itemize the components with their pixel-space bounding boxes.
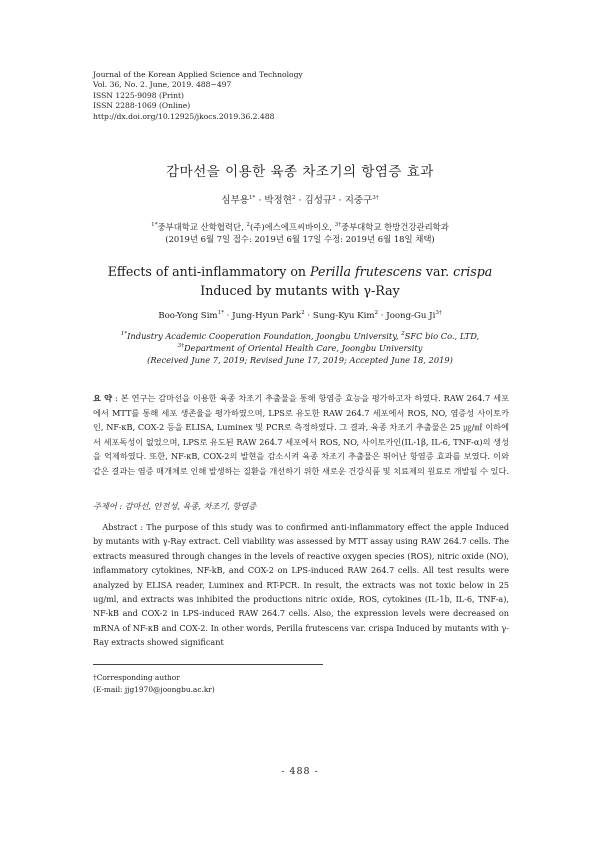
author-superscript: 2	[291, 194, 296, 201]
author-name: Boo-Yong Sim	[158, 311, 218, 321]
korean-authors	[0, 192, 600, 206]
journal-name: Journal of the Korean Applied Science and Technology	[93, 70, 303, 79]
english-abstract	[93, 520, 509, 650]
english-title	[0, 262, 600, 300]
author-separator: ·	[304, 311, 313, 321]
author-superscript: 1*	[248, 194, 256, 201]
journal-volume: Vol. 36, No. 2. June, 2019. 488~497	[93, 80, 232, 90]
affiliation-text: 중부대학교 한방건강관리학과	[341, 222, 449, 232]
korean-keywords: 주제어 : 감마선, 안전성, 육종, 차조기, 항염증	[93, 501, 257, 511]
korean-title: 감마선을 이용한 육종 차조기의 항염증 효과	[166, 164, 434, 180]
affiliation-text: 중부대학교 산학협력단,	[157, 222, 247, 232]
footnote-divider	[93, 664, 323, 665]
affiliation-text: SFC bio Co., LTD,	[404, 331, 480, 341]
korean-abstract-label: 요 약	[93, 393, 113, 403]
author-name: Jung-Hyun Park	[232, 311, 302, 321]
footnote-email[interactable]: (E-mail: jjg1970@joongbu.ac.kr)	[93, 684, 215, 694]
affiliation-text: Department of Oriental Health Care, Joongbu University	[183, 343, 423, 353]
affiliation-superscript: 1*	[151, 222, 158, 229]
page-number: - 488 -	[281, 766, 319, 777]
doi-link[interactable]: http://dx.doi.org/10.12925/jkocs.2019.36.2.488	[93, 111, 275, 121]
affiliation-text: Industry Academic Cooperation Foundation, Joongbu University,	[127, 331, 402, 341]
author-superscript: 3†	[435, 310, 442, 317]
author-separator: ·	[378, 311, 387, 321]
author-separator: ·	[223, 311, 233, 321]
author-superscript: 2	[332, 194, 336, 201]
author-separator: ·	[335, 195, 345, 206]
author-name: 김성규	[304, 195, 333, 206]
author-name: 지중구	[344, 195, 373, 206]
affiliation-superscript: 2	[401, 331, 405, 338]
korean-dates: (2019년 6월 7일 접수: 2019년 6월 17일 수정: 2019년 6월 18일 채택)	[165, 234, 435, 244]
author-superscript: 2	[301, 310, 305, 317]
english-abstract-label: Abstract	[102, 522, 138, 532]
affiliation-text: (주)에스에프씨바이오,	[249, 222, 335, 232]
title-text: var.	[421, 264, 454, 279]
author-name: 박정현	[264, 195, 292, 206]
title-species: Perilla frutescens	[310, 264, 422, 279]
issn-online: ISSN 2288-1069 (Online)	[93, 101, 191, 111]
author-superscript: 1*	[217, 310, 224, 317]
affiliation-superscript: 3†	[334, 222, 341, 229]
title-variety: crispa	[453, 264, 493, 279]
title-text: Induced by mutants with γ-Ray	[200, 283, 400, 298]
affiliation-superscript: 2	[246, 222, 250, 229]
author-superscript: 3†	[372, 194, 379, 201]
english-abstract-body: : The purpose of this study was to confirmed anti-inflammatory effect the apple Induced by mutants with γ-Ray extract. Cell viability was assessed by MTT assay using RAW 264.7 cells. The extracts measured through changes in the levels of reactive oxygen species (ROS), nitric oxide (NO), inflammatory cytokines, NF-kB, and COX-2 on LPS-induced RAW 264.7 cells. All test results were analyzed by ELISA reader, Luminex and RT-PCR. In result, the extracts was not toxic below in 25 ug/ml, and extracts was inhibited the productions nitric oxide, ROS, cytokines (IL-1b, IL-6, TNF-a), NF-kB and COX-2 in LPS-induced RAW 264.7 cells. Also, the expression levels were decreased on mRNA of NF-κB and COX-2. In other words, Perilla frutescens var. crispa Induced by mutants with γ-Ray extracts showed significant	[93, 522, 510, 648]
author-name: Joong-Gu Ji	[386, 311, 436, 321]
journal-header	[93, 70, 303, 122]
english-authors	[0, 311, 600, 321]
author-separator: ·	[255, 195, 265, 206]
author-separator: ·	[295, 195, 305, 206]
korean-abstract	[93, 391, 509, 479]
english-affiliations	[0, 330, 600, 366]
english-dates: (Received June 7, 2019; Revised June 17, 2019; Accepted June 18, 2019)	[147, 355, 453, 365]
footnote-author: Corresponding author	[96, 673, 180, 682]
author-name: Sung-Kyu Kim	[312, 311, 375, 321]
korean-affiliations	[0, 221, 600, 245]
footnote-mark: †	[93, 673, 97, 682]
affiliation-superscript: 3†	[177, 343, 184, 350]
title-text: Effects of anti-inflammatory on	[107, 264, 311, 279]
footnote	[93, 672, 215, 695]
korean-abstract-body: : 본 연구는 감마선을 이용한 육종 차조기 추출물을 통해 항염증 효능을 평가하고자 하였다. RAW 264.7 세포에서 MTT를 통해 세포 생존율을 평가하였으며, LPS로 유도한 RAW 264.7 세포에서 ROS, NO, 염증성 사이토카인, NF-κB, COX-2 등을 ELISA, Luminex 및 PCR로 측정하였다. 그 결과, 육종 차조기 추출물은 25 ㎍/㎖ 이하에서 세포독성이 없었으며, LPS로 유도된 RAW 264.7 세포에서 ROS, NO, 사이토카인(IL-1β, IL-6, TNF-α)의 생성을 억제하였다. 또한, NF-κB, COX-2의 발현을 감소시켜 육종 차조기 추출물은 뛰어난 항염증 효과를 보였다. 이와 같은 결과는 염증 매개체로 인해 발생하는 질환을 개선하기 위한 새로운 건강식품 및 치료제의 원료로 개발될 수 있다.	[93, 393, 510, 476]
issn-print: ISSN 1225-9098 (Print)	[93, 90, 184, 100]
author-name: 심부용	[221, 195, 249, 206]
affiliation-superscript: 1*	[120, 331, 128, 338]
author-superscript: 2	[374, 310, 379, 317]
